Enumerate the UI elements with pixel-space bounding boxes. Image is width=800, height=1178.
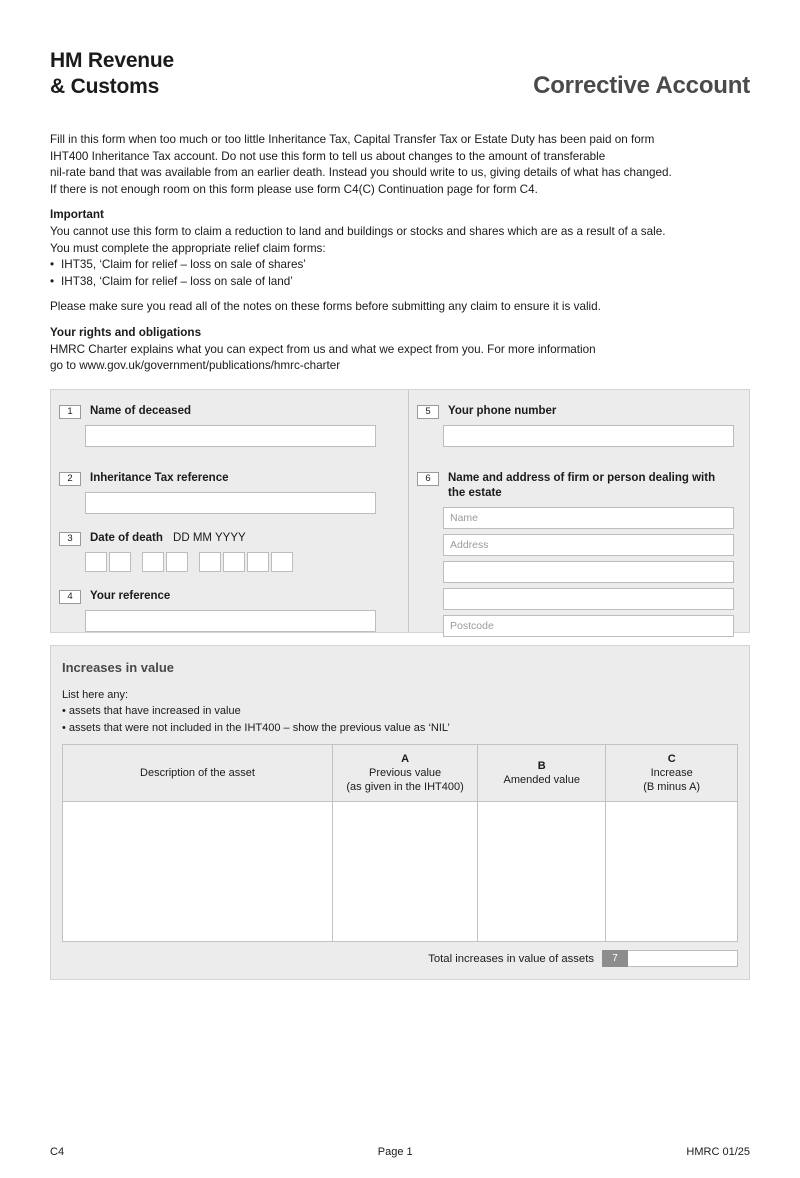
cell-previous-value[interactable] (333, 802, 478, 942)
total-increases-label: Total increases in value of assets (428, 952, 594, 965)
field-your-reference (51, 589, 408, 604)
rights-heading: Your rights and obligations (50, 325, 202, 339)
increases-bullet-1: • assets that have increased in value (62, 705, 241, 718)
important-heading: Important (50, 208, 104, 222)
increases-bullet-2: • assets that were not included in the IHT400 – show the previous value as ‘NIL’ (62, 721, 450, 734)
date-day-group[interactable] (85, 552, 133, 572)
table-header-row (63, 745, 738, 802)
increases-intro: List here any: (62, 688, 129, 701)
firm-address-line-2-input[interactable] (443, 561, 734, 583)
intro-paragraph-5: You cannot use this form to claim a reduction to land and buildings or stocks and shares which are as a result of a sale. (50, 224, 666, 238)
field-label-phone-number: Your phone number (448, 404, 557, 417)
logo-line-1: HM Revenue (50, 49, 175, 72)
footer-page-number: Page 1 (377, 1146, 413, 1158)
cell-increase[interactable] (606, 802, 738, 942)
logo-line-2: & Customs (50, 75, 160, 99)
firm-name-input[interactable]: Name (443, 507, 734, 529)
cell-amended-value[interactable] (478, 802, 606, 942)
intro-text (50, 132, 750, 375)
column-a-line-2: (as given in the IHT400) (346, 781, 464, 794)
firm-label-line-1: Name and address of firm or person dealing with (448, 471, 716, 484)
footer-form-code: C4 (50, 1146, 65, 1158)
field-number-2: 2 (59, 472, 81, 486)
column-c-line-2: (B minus A) (643, 781, 701, 794)
field-iht-reference (51, 471, 408, 486)
intro-paragraph-8: HMRC Charter explains what you can expect from us and what we expect from you. For more information (50, 342, 596, 356)
intro-paragraph-1: Fill in this form when too much or too little Inheritance Tax, Capital Transfer Tax or Estate Duty has been paid on form (50, 133, 655, 146)
firm-label-line-2: the estate (448, 486, 502, 499)
phone-number-input[interactable] (443, 425, 734, 447)
column-b-line-1: Amended value (503, 774, 580, 787)
increases-in-value-panel (50, 645, 750, 981)
field-label-firm-name-address (448, 471, 715, 501)
intro-paragraph-9: go to www.gov.uk/government/publications/hmrc-charter (50, 359, 341, 373)
date-of-death-inputs[interactable] (85, 552, 408, 572)
field-phone-number (409, 404, 749, 419)
field-date-of-death (51, 531, 408, 546)
date-year-digit-2[interactable] (223, 552, 245, 572)
table-row (63, 802, 738, 942)
column-letter-a: A (401, 753, 410, 766)
page-footer (50, 1146, 750, 1158)
field-name-of-deceased (51, 404, 408, 419)
field-label-date-of-death (90, 531, 246, 546)
firm-address-line-3-input[interactable] (443, 588, 734, 610)
field-label-name-of-deceased: Name of deceased (90, 404, 191, 417)
firm-postcode-input[interactable]: Postcode (443, 615, 734, 637)
date-year-digit-1[interactable] (199, 552, 221, 572)
total-increases-row (62, 950, 738, 967)
date-of-death-label-text: Date of death (90, 531, 163, 544)
your-reference-input[interactable] (85, 610, 376, 632)
date-month-group[interactable] (142, 552, 190, 572)
relief-form-bullet-2: • IHT38, ‘Claim for relief – loss on sale of land’ (50, 274, 750, 291)
intro-paragraph-3: nil-rate band that was available from an earlier death. Instead you should write to us, giving details of what has changed. (50, 166, 672, 180)
intro-paragraph-4: If there is not enough room on this form please use form C4(C) Continuation page for form C4. (50, 182, 538, 196)
field-number-1: 1 (59, 405, 81, 419)
column-header-increase (606, 745, 738, 802)
increases-table (62, 744, 738, 942)
firm-address-line-1-input[interactable]: Address (443, 534, 734, 556)
iht-reference-input[interactable] (85, 492, 376, 514)
total-increases-input[interactable] (628, 950, 738, 967)
field-number-3: 3 (59, 532, 81, 546)
intro-paragraph-6: You must complete the appropriate relief claim forms: (50, 241, 326, 255)
field-label-iht-reference: Inheritance Tax reference (90, 471, 229, 484)
name-of-deceased-input[interactable] (85, 425, 376, 447)
column-header-description: Description of the asset (63, 745, 333, 802)
column-c-line-1: Increase (650, 767, 693, 780)
details-left-column (51, 390, 409, 632)
date-format-hint: DD MM YYYY (173, 531, 246, 544)
field-number-7: 7 (602, 950, 628, 967)
hmrc-logo (50, 48, 174, 101)
relief-form-bullet-1: • IHT35, ‘Claim for relief – loss on sale of shares’ (50, 257, 750, 274)
details-right-column (409, 390, 749, 632)
intro-paragraph-2: IHT400 Inheritance Tax account. Do not use this form to tell us about changes to the amount of transferable (50, 149, 606, 163)
column-a-line-1: Previous value (368, 767, 442, 780)
date-day-digit-1[interactable] (85, 552, 107, 572)
field-label-your-reference: Your reference (90, 589, 171, 602)
date-year-group[interactable] (199, 552, 295, 572)
column-letter-c: C (667, 753, 676, 766)
date-month-digit-1[interactable] (142, 552, 164, 572)
increases-heading: Increases in value (62, 659, 175, 675)
column-letter-b: B (537, 760, 546, 773)
footer-hmrc-date: HMRC 01/25 (686, 1146, 750, 1158)
column-header-previous-value (333, 745, 478, 802)
date-year-digit-4[interactable] (271, 552, 293, 572)
intro-paragraph-7: Please make sure you read all of the notes on these forms before submitting any claim to ensure it is valid. (50, 300, 601, 314)
field-number-6: 6 (417, 472, 439, 486)
date-month-digit-2[interactable] (166, 552, 188, 572)
field-firm-name-address (409, 471, 749, 501)
cell-description[interactable] (63, 802, 333, 942)
page-header (50, 48, 750, 126)
date-day-digit-2[interactable] (109, 552, 131, 572)
form-page (0, 48, 800, 1178)
page-title: Corrective Account (533, 72, 750, 99)
field-number-4: 4 (59, 590, 81, 604)
field-number-5: 5 (417, 405, 439, 419)
details-panel (50, 389, 750, 633)
date-year-digit-3[interactable] (247, 552, 269, 572)
column-header-amended-value (478, 745, 606, 802)
